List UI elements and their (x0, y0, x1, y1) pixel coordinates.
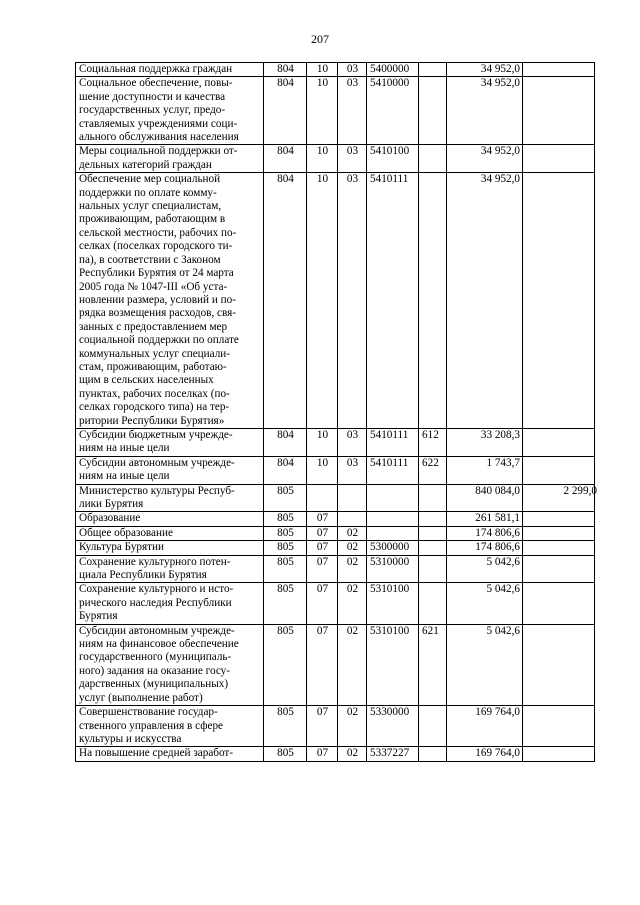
section-code: 10 (307, 173, 338, 429)
section-code: 07 (307, 624, 338, 705)
table-row (76, 456, 595, 484)
amount: 1 743,7 (447, 456, 523, 484)
expense-type-code (419, 526, 447, 540)
expense-type-code: 622 (419, 456, 447, 484)
target-article-code: 5310100 (367, 624, 419, 705)
ministry-code: 805 (264, 583, 307, 624)
expense-type-code (419, 583, 447, 624)
section-code: 10 (307, 428, 338, 456)
row-name: Меры социальной поддержки от- дельных категорий граждан (76, 145, 264, 173)
ministry-code: 805 (264, 555, 307, 583)
target-article-code: 5400000 (367, 63, 419, 77)
target-article-code (367, 484, 419, 512)
table-row (76, 512, 595, 526)
amount: 5 042,6 (447, 555, 523, 583)
target-article-code: 5410000 (367, 77, 419, 145)
expense-type-code: 612 (419, 428, 447, 456)
subsection-code: 02 (338, 706, 367, 747)
page-number: 207 (311, 32, 329, 46)
expense-type-code (419, 77, 447, 145)
row-name: Совершенствование государ- ственного управления в сфере культуры и искусства (76, 706, 264, 747)
target-article-code: 5310100 (367, 583, 419, 624)
extra-amount (523, 428, 595, 456)
subsection-code: 03 (338, 77, 367, 145)
expense-type-code (419, 173, 447, 429)
row-name: Социальная поддержка граждан (76, 63, 264, 77)
table-row (76, 706, 595, 747)
row-name: Субсидии автономным учрежде- ниям на иные цели (76, 456, 264, 484)
table-row (76, 77, 595, 145)
table-row (76, 624, 595, 705)
section-code: 07 (307, 512, 338, 526)
ministry-code: 804 (264, 456, 307, 484)
section-code: 07 (307, 555, 338, 583)
ministry-code: 804 (264, 428, 307, 456)
extra-amount (523, 624, 595, 705)
expense-type-code (419, 706, 447, 747)
extra-amount (523, 173, 595, 429)
table-row (76, 526, 595, 540)
extra-amount (523, 145, 595, 173)
target-article-code (367, 512, 419, 526)
subsection-code: 02 (338, 747, 367, 761)
extra-amount (523, 512, 595, 526)
section-code: 07 (307, 747, 338, 761)
target-article-code: 5300000 (367, 541, 419, 555)
subsection-code: 03 (338, 428, 367, 456)
expense-type-code (419, 512, 447, 526)
ministry-code: 805 (264, 526, 307, 540)
section-code (307, 484, 338, 512)
ministry-code: 805 (264, 512, 307, 526)
row-name: На повышение средней заработ- (76, 747, 264, 761)
target-article-code: 5337227 (367, 747, 419, 761)
amount: 34 952,0 (447, 77, 523, 145)
extra-amount (523, 77, 595, 145)
subsection-code: 02 (338, 541, 367, 555)
amount: 33 208,3 (447, 428, 523, 456)
subsection-code: 03 (338, 145, 367, 173)
budget-table (75, 62, 595, 762)
expense-type-code (419, 541, 447, 555)
amount: 840 084,0 (447, 484, 523, 512)
expense-type-code: 621 (419, 624, 447, 705)
amount: 34 952,0 (447, 173, 523, 429)
table-row (76, 555, 595, 583)
table-row (76, 145, 595, 173)
subsection-code: 03 (338, 456, 367, 484)
extra-amount (523, 456, 595, 484)
amount: 34 952,0 (447, 63, 523, 77)
row-name: Субсидии автономным учрежде- ниям на финансовое обеспечение государственного (муниципаль- ного) задания на оказание госу- дарственных (муниципальных) услуг (выполнение работ) (76, 624, 264, 705)
row-name: Сохранение культурного потен- циала Республики Бурятия (76, 555, 264, 583)
extra-amount (523, 63, 595, 77)
amount: 261 581,1 (447, 512, 523, 526)
amount: 5 042,6 (447, 583, 523, 624)
extra-amount (523, 541, 595, 555)
row-name: Обеспечение мер социальной поддержки по оплате комму- нальных услуг специалистам, проживающим, работающим в сельской местности, рабочих по- селках (поселках городского ти- па), в соответствии с Законом Республики Бурятия от 24 марта 2005 года № 1047-III «Об уста- новлении размера, условий и по- рядка возмещения расходов, свя- занных с предоставлением мер социальной поддержки по оплате коммунальных услуг специали- стам, проживающим, работаю- щим в сельских населенных пунктах, рабочих поселках (по- селках городского типа) на тер- ритории Республики Бурятия» (76, 173, 264, 429)
row-name: Министерство культуры Респуб- лики Бурятия (76, 484, 264, 512)
ministry-code: 805 (264, 747, 307, 761)
extra-amount (523, 706, 595, 747)
ministry-code: 805 (264, 484, 307, 512)
expense-type-code (419, 555, 447, 583)
subsection-code (338, 484, 367, 512)
expense-type-code (419, 63, 447, 77)
subsection-code (338, 512, 367, 526)
section-code: 07 (307, 583, 338, 624)
row-name: Культура Бурятии (76, 541, 264, 555)
subsection-code: 02 (338, 526, 367, 540)
extra-amount (523, 747, 595, 761)
ministry-code: 804 (264, 173, 307, 429)
row-name: Сохранение культурного и исто- рического наследия Республики Бурятия (76, 583, 264, 624)
ministry-code: 804 (264, 145, 307, 173)
extra-amount (523, 555, 595, 583)
amount: 5 042,6 (447, 624, 523, 705)
section-code: 10 (307, 456, 338, 484)
section-code: 07 (307, 706, 338, 747)
ministry-code: 804 (264, 77, 307, 145)
ministry-code: 805 (264, 706, 307, 747)
extra-amount (523, 526, 595, 540)
table-row (76, 747, 595, 761)
amount: 174 806,6 (447, 541, 523, 555)
subsection-code: 02 (338, 555, 367, 583)
expense-type-code (419, 747, 447, 761)
amount: 169 764,0 (447, 706, 523, 747)
subsection-code: 02 (338, 583, 367, 624)
target-article-code: 5330000 (367, 706, 419, 747)
target-article-code: 5410111 (367, 456, 419, 484)
row-name: Образование (76, 512, 264, 526)
extra-amount (523, 484, 595, 512)
row-name: Общее образование (76, 526, 264, 540)
ministry-code: 804 (264, 63, 307, 77)
amount: 174 806,6 (447, 526, 523, 540)
table-row (76, 583, 595, 624)
table-row (76, 63, 595, 77)
extra-amount (523, 583, 595, 624)
target-article-code (367, 526, 419, 540)
row-name: Субсидии бюджетным учрежде- ниям на иные цели (76, 428, 264, 456)
section-code: 10 (307, 145, 338, 173)
expense-type-code (419, 145, 447, 173)
table-row (76, 173, 595, 429)
amount: 34 952,0 (447, 145, 523, 173)
section-code: 07 (307, 541, 338, 555)
target-article-code: 5410100 (367, 145, 419, 173)
extra-amount-value: 2 299,0 (563, 484, 597, 497)
target-article-code: 5410111 (367, 173, 419, 429)
table-row (76, 428, 595, 456)
target-article-code: 5410111 (367, 428, 419, 456)
section-code: 10 (307, 63, 338, 77)
section-code: 07 (307, 526, 338, 540)
expense-type-code (419, 484, 447, 512)
subsection-code: 03 (338, 63, 367, 77)
section-code: 10 (307, 77, 338, 145)
subsection-code: 03 (338, 173, 367, 429)
ministry-code: 805 (264, 541, 307, 555)
table-row (76, 484, 595, 512)
target-article-code: 5310000 (367, 555, 419, 583)
amount: 169 764,0 (447, 747, 523, 761)
subsection-code: 02 (338, 624, 367, 705)
ministry-code: 805 (264, 624, 307, 705)
row-name: Социальное обеспечение, повы- шение доступности и качества государственных услуг, предо- ставляемых учреждениями соци- ального обслуживания населения (76, 77, 264, 145)
table-row (76, 541, 595, 555)
